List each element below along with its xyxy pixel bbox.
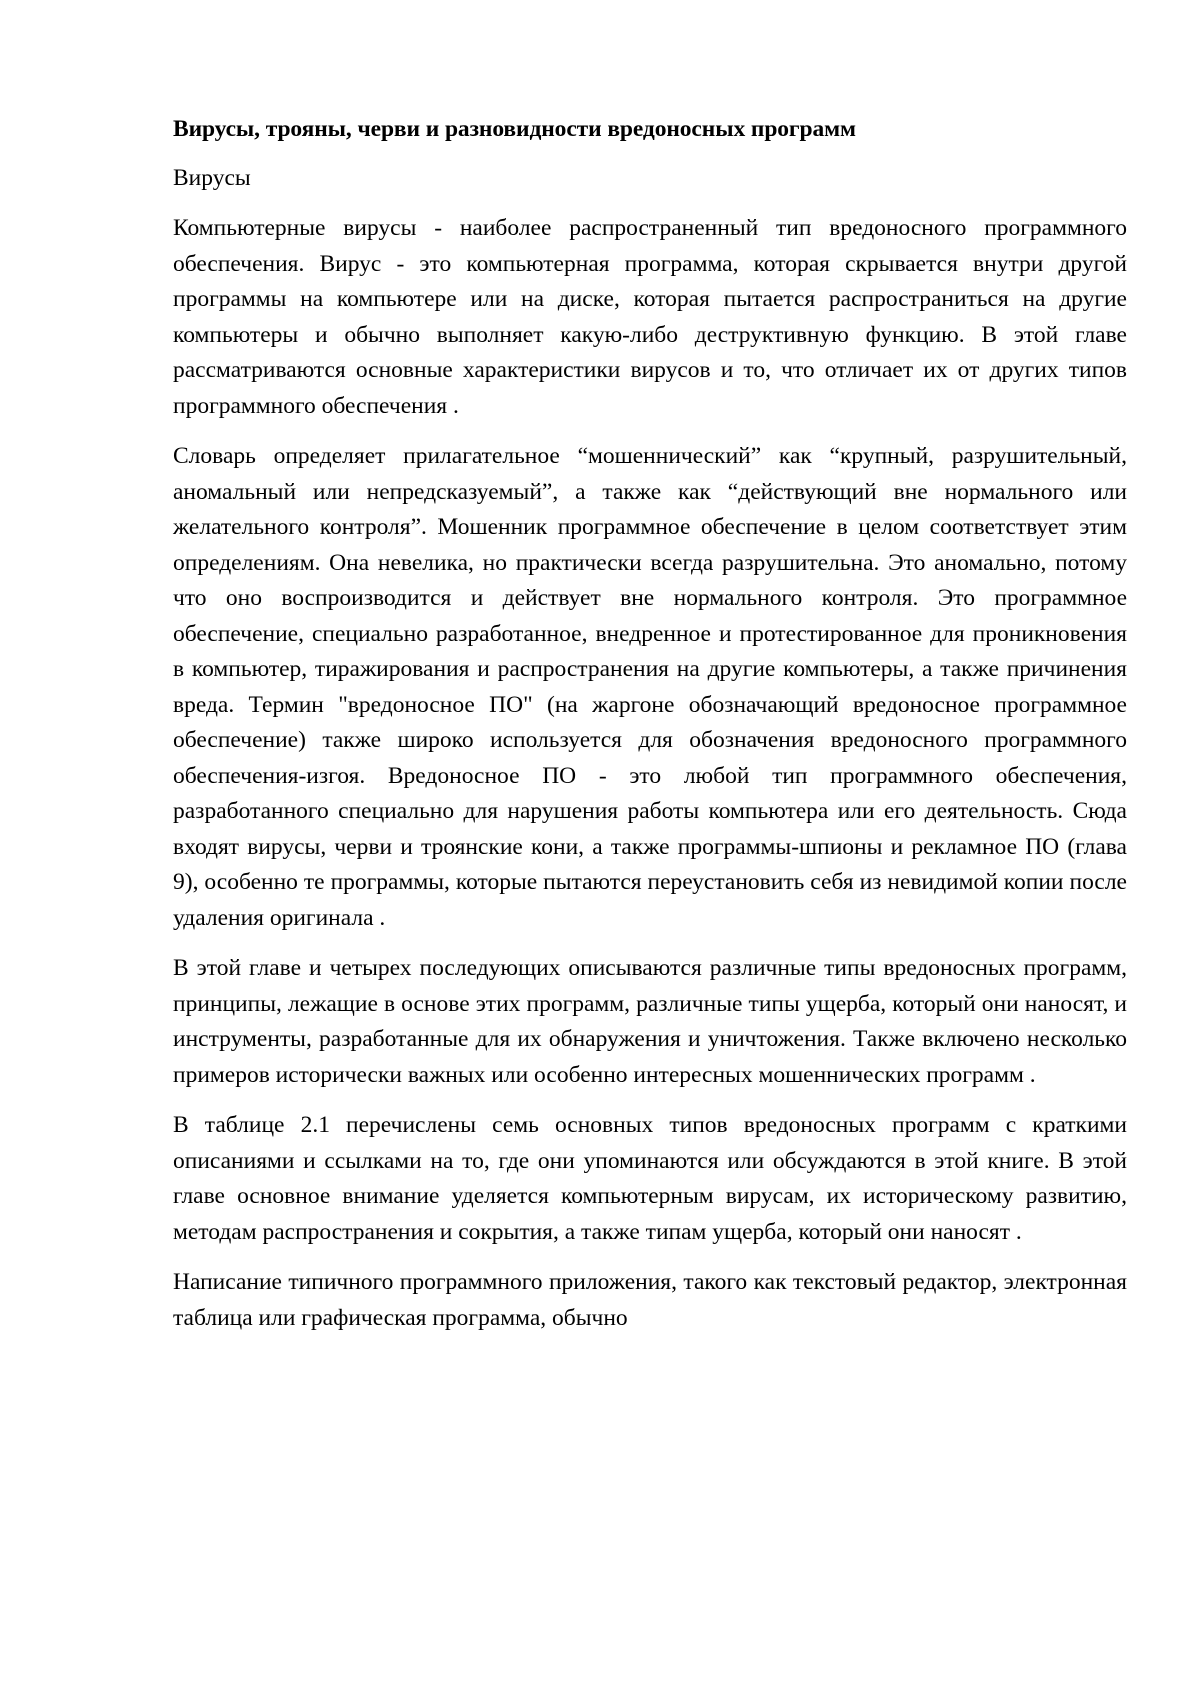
document-body xyxy=(173,112,1127,1351)
section-heading: Вирусы xyxy=(173,165,251,191)
paragraph: Словарь определяет прилагательное “мошеннический” как “крупный, разрушительный, аномальный или непредсказуемый”, а также как “действующий вне нормального или желательного контроля”. Мошенник программное обеспечение в целом соответствует этим определениям. Она невелика, но практически всегда разрушительна. Это аномально, потому что оно воспроизводится и действует вне нормального контроля. Это программное обеспечение, специально разработанное, внедренное и протестированное для проникновения в компьютер, тиражирования и распространения на другие компьютеры, а также причинения вреда. Термин "вредоносное ПО" (на жаргоне обозначающий вредоносное программное обеспечение) также широко используется для обозначения вредоносного программного обеспечения-изгоя. Вредоносное ПО - это любой тип программного обеспечения, разработанного специально для нарушения работы компьютера или его деятельность. Сюда входят вирусы, черви и троянские кони, а также программы-шпионы и рекламное ПО (глава 9), особенно те программы, которые пытаются переустановить себя из невидимой копии после удаления оригинала . xyxy=(173,443,1127,931)
paragraph: В этой главе и четырех последующих описываются различные типы вредоносных программ, принципы, лежащие в основе этих программ, различные типы ущерба, который они наносят, и инструменты, разработанные для их обнаружения и уничтожения. Также включено несколько примеров исторически важных или особенно интересных мошеннических программ . xyxy=(173,955,1127,1088)
document-title: Вирусы, трояны, черви и разновидности вредоносных программ xyxy=(173,116,856,142)
paragraph: Написание типичного программного приложения, такого как текстовый редактор, электронная таблица или графическая программа, обычно xyxy=(173,1269,1127,1331)
paragraph: Компьютерные вирусы - наиболее распространенный тип вредоносного программного обеспечения. Вирус - это компьютерная программа, которая скрывается внутри другой программы на компьютере или на диске, которая пытается распространиться на другие компьютеры и обычно выполняет какую-либо деструктивную функцию. В этой главе рассматриваются основные характеристики вирусов и то, что отличает их от других типов программного обеспечения . xyxy=(173,215,1127,419)
paragraph: В таблице 2.1 перечислены семь основных типов вредоносных программ с краткими описаниями и ссылками на то, где они упоминаются или обсуждаются в этой книге. В этой главе основное внимание уделяется компьютерным вирусам, их историческому развитию, методам распространения и сокрытия, а также типам ущерба, который они наносят . xyxy=(173,1112,1127,1245)
